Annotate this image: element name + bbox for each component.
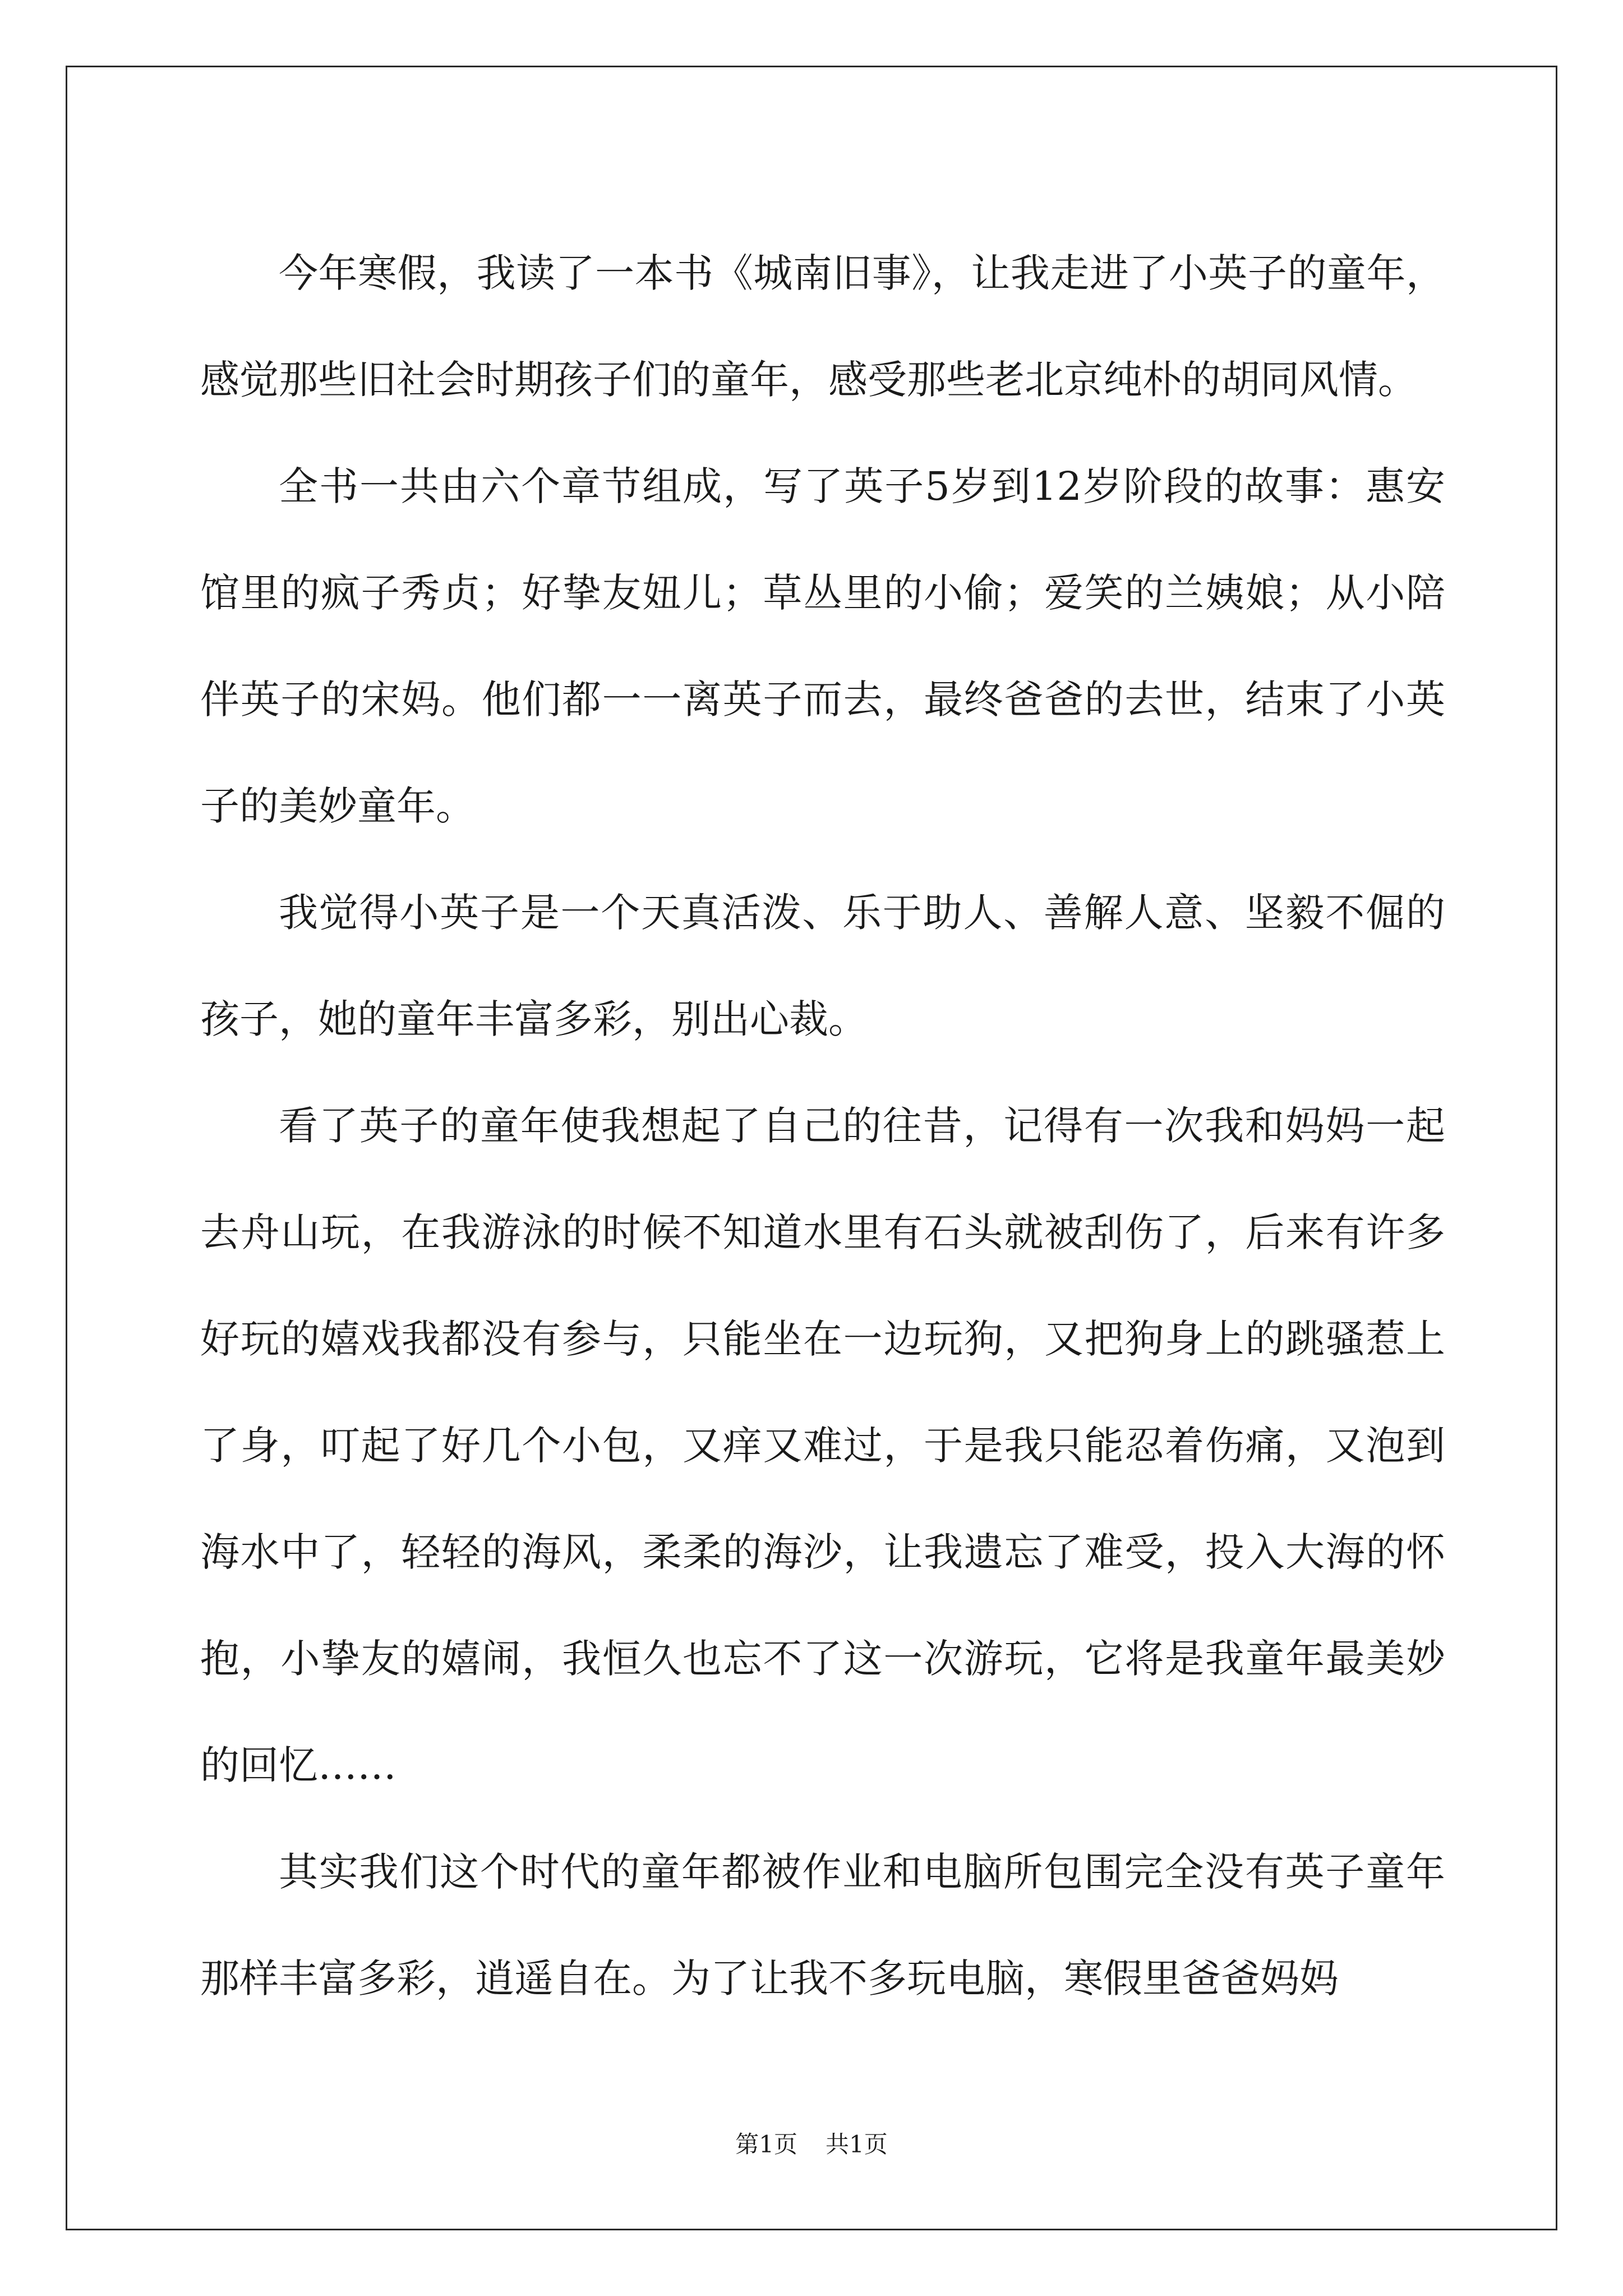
page-total: 共1页 [826, 2131, 888, 2158]
document-body [200, 220, 1445, 2032]
page-footer [0, 2126, 1623, 2160]
page-number: 第1页 [735, 2131, 797, 2158]
paragraph: 其实我们这个时代的童年都被作业和电脑所包围完全没有英子童年那样丰富多彩，逍遥自在。为了让我不多玩电脑，寒假里爸爸妈妈 [200, 1849, 1445, 2001]
paragraph: 看了英子的童年使我想起了自己的往昔，记得有一次我和妈妈一起去舟山玩，在我游泳的时候不知道水里有石头就被刮伤了，后来有许多好玩的嬉戏我都没有参与，只能坐在一边玩狗，又把狗身上的跳骚惹上了身，叮起了好几个小包，又痒又难过，于是我只能忍着伤痛，又泡到海水中了，轻轻的海风，柔柔的海沙，让我遗忘了难受，投入大海的怀抱，小挚友的嬉闹，我恒久也忘不了这一次游玩，它将是我童年最美妙的回忆…… [200, 1103, 1445, 1788]
paragraph: 全书一共由六个章节组成，写了英子5岁到12岁阶段的故事：惠安馆里的疯子秀贞；好挚友妞儿；草丛里的小偷；爱笑的兰姨娘；从小陪伴英子的宋妈。他们都一一离英子而去，最终爸爸的去世，结束了小英子的美妙童年。 [200, 463, 1445, 829]
paragraph: 今年寒假，我读了一本书《城南旧事》，让我走进了小英子的童年，感觉那些旧社会时期孩子们的童年，感受那些老北京纯朴的胡同风情。 [200, 250, 1445, 403]
paragraph: 我觉得小英子是一个天真活泼、乐于助人、善解人意、坚毅不倔的孩子，她的童年丰富多彩，别出心裁。 [200, 890, 1445, 1042]
